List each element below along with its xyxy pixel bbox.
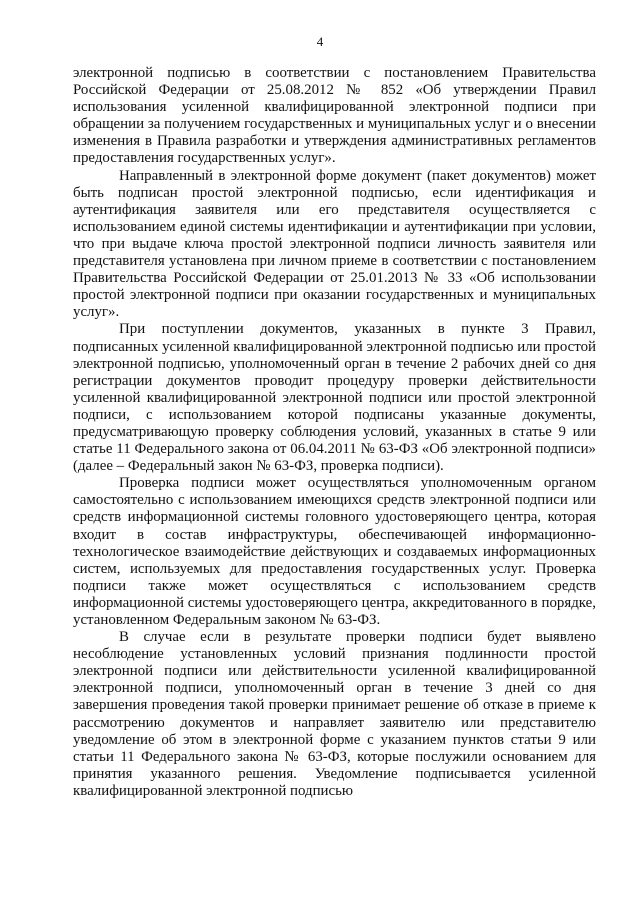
- paragraph-continuation: электронной подписью в соответствии с постановлением Правительства Российской Федерации от 25.08.2012 № 852 «Об утверждении Правил использования усиленной квалифицированной электронной подписи при обращении за получением государственных и муниципальных услуг и о внесении изменения в Правила разработки и утверждения административных регламентов предоставления государственных услуг».: [73, 65, 596, 167]
- document-body: [73, 65, 596, 800]
- paragraph-document-receipt: При поступлении документов, указанных в пункте 3 Правил, подписанных усиленной квалифицированной электронной подписью или простой электронной подписью, уполномоченный орган в течение 2 рабочих дней со дня регистрации документов проводит процедуру проверки действительности усиленной квалифицированной электронной подписи или простой электронной подписи, с использованием которой подписаны указанные документы, предусматривающую проверку соблюдения условий, указанных в статье 9 или статье 11 Федерального закона от 06.04.2011 № 63-ФЗ «Об электронной подписи» (далее – Федеральный закон № 63-ФЗ, проверка подписи).: [73, 321, 596, 475]
- paragraph-verification-failure: В случае если в результате проверки подписи будет выявлено несоблюдение установленных условий признания подлинности простой электронной подписи или действительности усиленной квалифицированной электронной подписи, уполномоченный орган в течение 3 дней со дня завершения проведения такой проверки принимает решение об отказе в приеме к рассмотрению документов и направляет заявителю или представителю уведомление об этом в электронной форме с указанием пунктов статьи 9 или статьи 11 Федерального закона № 63-ФЗ, которые послужили основанием для принятия указанного решения. Уведомление подписывается усиленной квалифицированной электронной подписью: [73, 629, 596, 799]
- paragraph-simple-signature: Направленный в электронной форме документ (пакет документов) может быть подписан простой электронной подписью, если идентификация и аутентификация заявителя или его представителя осуществляется с использованием единой системы идентификации и аутентификации при условии, что при выдаче ключа простой электронной подписи личность заявителя или представителя установлена при личном приеме в соответствии с постановлением Правительства Российской Федерации от 25.01.2013 № 33 «Об использовании простой электронной подписи при оказании государственных и муниципальных услуг».: [73, 167, 596, 321]
- paragraph-signature-verification: Проверка подписи может осуществляться уполномоченным органом самостоятельно с использованием имеющихся средств электронной подписи или средств информационной системы головного удостоверяющего центра, которая входит в состав инфраструктуры, обеспечивающей информационно-технологическое взаимодействие действующих и создаваемых информационных систем, используемых для предоставления государственных услуг. Проверка подписи также может осуществляться с использованием средств информационной системы удостоверяющего центра, аккредитованного в порядке, установленном Федеральным законом № 63-ФЗ.: [73, 475, 596, 628]
- page-number: 4: [316, 34, 324, 49]
